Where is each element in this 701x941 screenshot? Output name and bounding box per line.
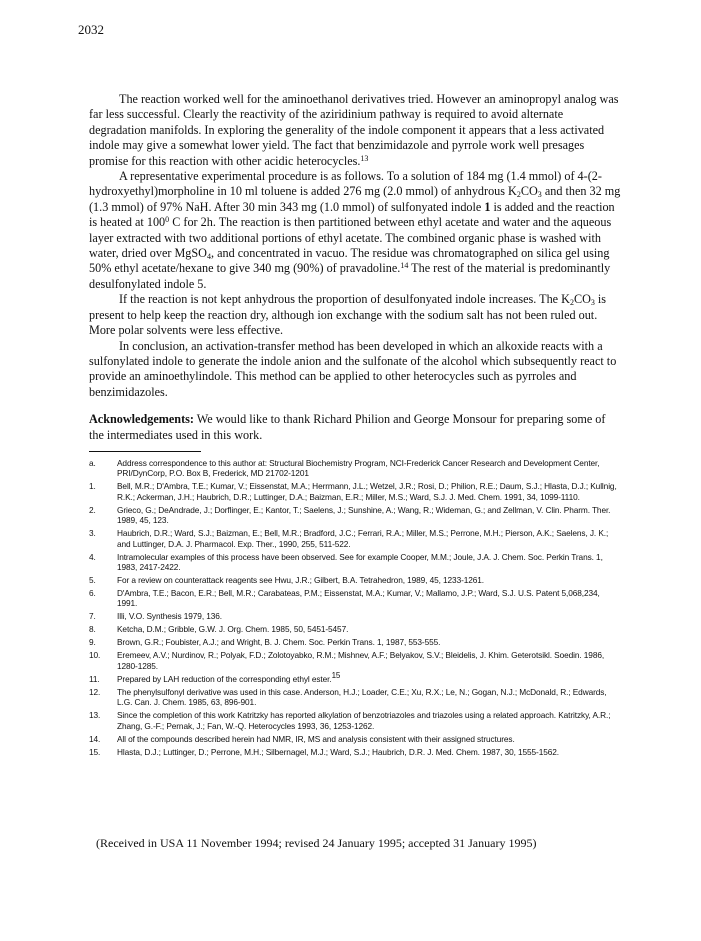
reference-label: 13.: [89, 710, 101, 721]
received-dates: (Received in USA 11 November 1994; revised 24 January 1995; accepted 31 January 1995): [96, 836, 537, 850]
reference-text: Since the completion of this work Katritzky has reported alkylation of benzotriazoles and triazoles using a related approach. Katritzky, A.R.; Zhang, G.-F.; Pernak, J.; Fan, W.-Q. Heterocycles 1993, 36, 1253-1262.: [117, 710, 611, 731]
reference-text: D'Ambra, T.E.; Bacon, E.R.; Bell, M.R.; Carabateas, P.M.; Eissenstat, M.A.; Kumar, V.; Mallamo, J.P.; Ward, S.J. U.S. Patent 5,068,234, 1991.: [117, 588, 600, 609]
reference-item: [89, 552, 621, 573]
reference-text: Address correspondence to this author at: Structural Biochemistry Program, NCI-Frederick Cancer Research and Development Center, PRI/DynCorp, P.O. Box B, Frederick, MD 21702-1201: [117, 458, 600, 479]
reference-item: [89, 458, 621, 479]
reference-item: [89, 528, 621, 549]
reference-text: Bell, M.R.; D'Ambra, T.E.; Kumar, V.; Eissenstat, M.A.; Herrmann, J.L.; Wetzel, J.R.; Rosi, D.; Philion, R.E.; Daum, S.J.; Hlasta, D.J.; Kullnig, R.K.; Ackerman, J.H.; Haubrich, D.R.; Luttinger, D.A.; Baizman, E.R.; Miller, M.S.; Ward, S.J. J. Med. Chem. 1991, 34, 1099-1110.: [117, 481, 617, 502]
reference-label: 12.: [89, 686, 101, 697]
compound-number: 1: [484, 199, 491, 214]
reference-label: 10.: [89, 650, 101, 661]
reference-label: 3.: [89, 528, 96, 539]
reference-text: Grieco, G.; DeAndrade, J.; Dorflinger, E.; Kantor, T.; Saelens, J.; Sunshine, A.; Wang, R.; Wideman, G.; and Zellman, V. Clin. Pharm. Ther. 1989, 45, 123.: [117, 504, 611, 526]
reference-text: Illi, V.O. Synthesis 1979, 136.: [117, 611, 222, 622]
reference-text: Hlasta, D.J.; Luttinger, D.; Perrone, M.H.; Silbernagel, M.J.; Ward, S.J.; Haubrich, D.R. J. Med. Chem. 1987, 30, 1555-1562.: [117, 746, 559, 757]
reference-label: 6.: [89, 588, 96, 599]
reference-item: [89, 505, 621, 526]
reference-label: 14.: [89, 733, 101, 744]
reference-label: 1.: [89, 481, 96, 492]
reference-item: [89, 747, 621, 757]
footnote-divider: [89, 451, 201, 452]
reference-item: [89, 687, 621, 708]
page-number: 2032: [78, 22, 104, 37]
reference-label: 2.: [89, 504, 96, 515]
reference-item: [89, 624, 621, 634]
reference-label: 9.: [89, 637, 96, 648]
reference-item: [89, 670, 621, 684]
reference-text: Ketcha, D.M.; Gribble, G.W. J. Org. Chem. 1985, 50, 5451-5457.: [117, 624, 349, 635]
ref-sup: 13: [360, 153, 369, 163]
reference-text: Brown, G.R.; Foubister, A.J.; and Wright, B. J. Chem. Soc. Perkin Trans. 1, 1987, 553-555.: [117, 637, 441, 648]
paragraph-conclusion: In conclusion, an activation-transfer method has been developed in which an alkoxide reacts with a sulfonylated indole to generate the indole anion and the sulfonate of the alcohol which subsequently react to provide an aminoethylindole. This method can be applied to other heterocycles such as pyrroles and benzimidazoles.: [89, 338, 617, 399]
reference-item: [89, 611, 621, 621]
reference-label: 11.: [89, 673, 100, 684]
reference-label: 7.: [89, 611, 96, 622]
acknowledgements: Acknowledgements: We would like to thank Richard Philion and George Monsour for preparing some of the intermediates used in this work.: [89, 412, 606, 442]
references-list: [89, 458, 621, 760]
paragraph-anhydrous: If the reaction is not kept anhydrous the proportion of desulfonyated indole increases. The $K_2CO_3$ is present to help keep the reaction dry, although ion exchange with the sodium salt has not been ruled out. More polar solvents were less effective.: [89, 292, 607, 338]
reference-item: [89, 481, 621, 502]
reference-label: 8.: [89, 624, 96, 635]
reference-text: Eremeev, A.V.; Nurdinov, R.; Polyak, F.D.; Zolotoyabko, R.M.; Mishnev, A.F.; Belyakov, S.V.; Bleidelis, J. Khim. Geterotsikl. Soedin. 1986, 1280-1285.: [117, 650, 605, 671]
reference-text: For a review on counterattack reagents see Hwu, J.R.; Gilbert, B.A. Tetrahedron, 1989, 45, 1233-1261.: [117, 575, 485, 586]
reference-item: [89, 575, 621, 585]
article-body: [89, 92, 621, 443]
reference-text: Prepared by LAH reduction of the corresponding ethyl ester.$^{15}$: [117, 670, 341, 684]
acknowledgements-label: Acknowledgements:: [89, 412, 194, 427]
reference-label: 5.: [89, 575, 96, 586]
ref-sup: 15: [331, 670, 341, 680]
reference-label: 4.: [89, 551, 96, 562]
reference-text: Haubrich, D.R.; Ward, S.J.; Baizman, E.; Bell, M.R.; Bradford, J.C.; Ferrari, R.A.; Miller, M.S.; Perrone, M.H.; Pierson, A.K.; Saelens, J. K.; and Luttinger, D.A. J. Pharmacol. Exp. Ther., 1990, 255, 511-522.: [117, 528, 609, 549]
reference-label: 15.: [89, 746, 101, 757]
paragraph-experimental: A representative experimental procedure is as follows. To a solution of 184 mg (1.4 mmol) of 4-(2-hydroxyethyl)morpholine in 10 ml toluene is added 276 mg (2.0 mmol) of anhydrous $K_2CO_3$ and then 32 mg (1.3 mmol) of 97% NaH. After 30 min 343 mg (1.0 mmol) of sulfonyated indole 1 is added and the reaction is heated at $100^0$ C for 2h. The reaction is then partitioned between ethyl acetate and water and the aqueous layer extracted with two additional portions of ethyl acetate. The combined organic phase is washed with water, dried over MgSO$_4$, and concentrated in vacuo. The residue was chromatographed on silica gel using 50% ethyl acetate/hexane to give 340 mg (90%) of pravadoline.$^{14}$ The rest of the material is predominantly desulfonylated indole 5.: [89, 169, 621, 291]
reference-text: The phenylsulfonyl derivative was used in this case. Anderson, H.J.; Loader, C.E.; Xu, R.X.; Le, N.; Gogan, N.J.; McDonald, R.; Edwards, L.G. Can. J. Chem. 1985, 63, 896-901.: [117, 686, 607, 708]
reference-item: [89, 588, 621, 609]
reference-item: [89, 637, 621, 647]
reference-item: [89, 734, 621, 744]
reference-text: All of the compounds described herein had NMR, IR, MS and analysis consistent with their assigned structures.: [117, 733, 515, 744]
paragraph-results: The reaction worked well for the aminoethanol derivatives tried. However an aminopropyl analog was far less successful. Clearly the reactivity of the aziridinium pathway is required to avoid alternate degradation manifolds. In exploring the generality of the indole component it appears that a less activated indole may give a somewhat lower yield. The fact that benzimidazole and pyrrole work well presages promise for this reaction with other acidic heterocycles.$^{13}$: [89, 92, 619, 168]
reference-item: [89, 650, 621, 671]
reference-label: a.: [89, 458, 96, 468]
reference-item: [89, 710, 621, 731]
reference-text: Intramolecular examples of this process have been observed. See for example Cooper, M.M.; Joule, J.A. J. Chem. Soc. Perkin Trans. 1, 1983, 2417-2422.: [117, 551, 603, 573]
ref-sup: 14: [400, 261, 409, 271]
